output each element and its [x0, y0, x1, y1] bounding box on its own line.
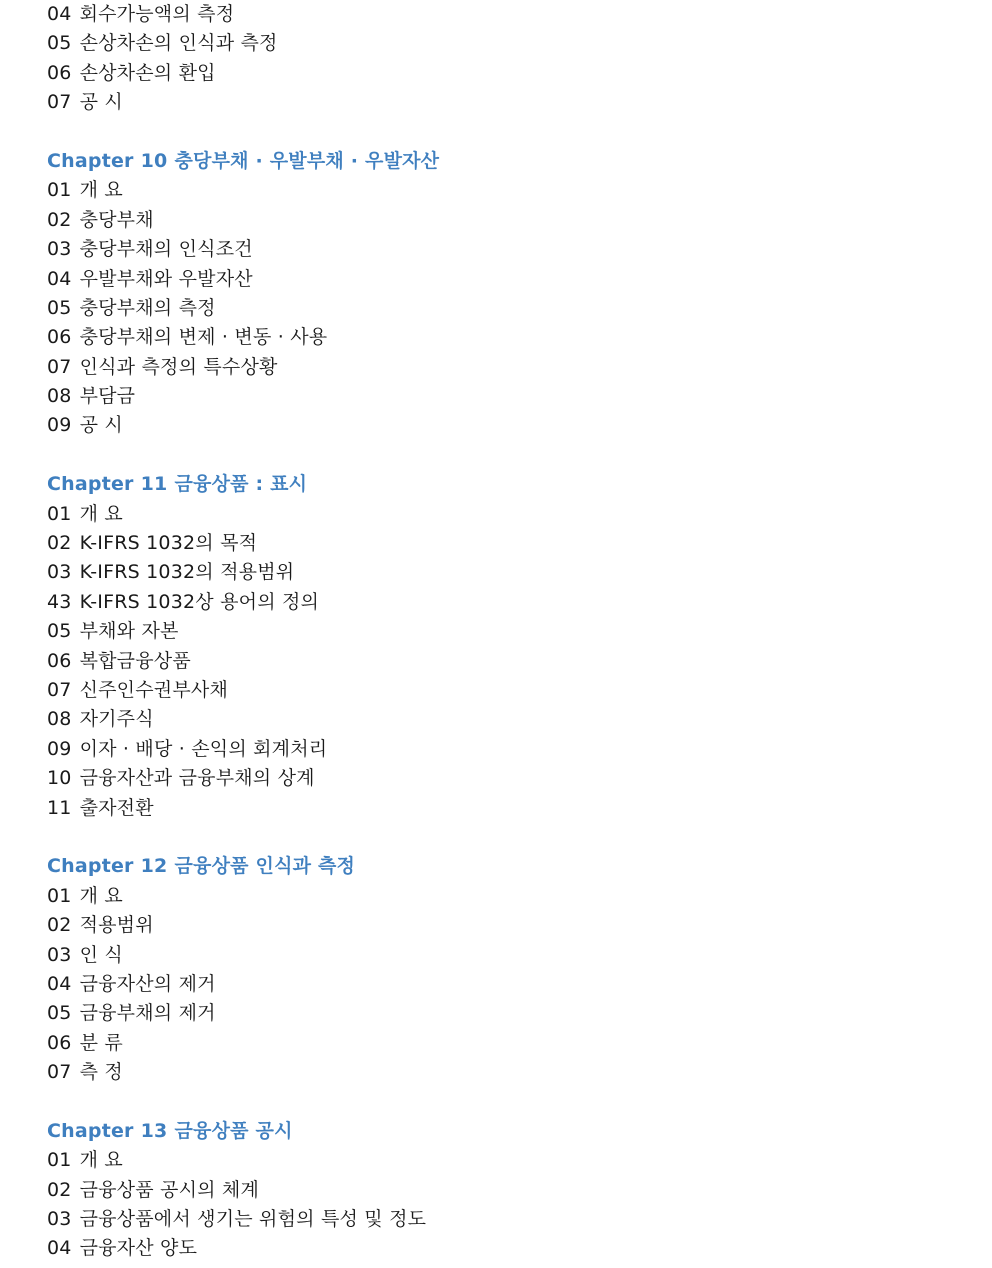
- toc-entry-number: 08: [47, 385, 72, 408]
- toc-entry-title: 복합금융상품: [79, 649, 191, 672]
- toc-entry-number: 03: [47, 943, 72, 966]
- chapter-number: 13: [140, 1119, 168, 1142]
- toc-entry[interactable]: [47, 1058, 947, 1087]
- chapter-number: 12: [140, 855, 168, 878]
- section-spacer: [47, 1087, 947, 1116]
- toc-entry-number: 07: [47, 678, 72, 701]
- toc-entry-title: 적용범위: [79, 914, 154, 937]
- toc-entry-number: 43: [47, 590, 72, 613]
- toc-entry-number: 05: [47, 1002, 72, 1025]
- toc-entry-number: 07: [47, 355, 72, 378]
- toc-entry[interactable]: [47, 88, 947, 117]
- chapter-title: 충당부채 · 우발부채 · 우발자산: [174, 149, 440, 172]
- toc-entry-number: 01: [47, 884, 72, 907]
- toc-entry-title: K-IFRS 1032상 용어의 정의: [79, 590, 320, 613]
- toc-entry[interactable]: [47, 882, 947, 911]
- toc-entry-number: 05: [47, 620, 72, 643]
- toc-entry[interactable]: [47, 970, 947, 999]
- toc-entry-number: 03: [47, 1208, 72, 1231]
- toc-entry[interactable]: [47, 235, 947, 264]
- section-spacer: [47, 118, 947, 147]
- toc-entry[interactable]: [47, 1234, 947, 1263]
- toc-entry-number: 04: [47, 1237, 72, 1260]
- toc-entry-title: 자기주식: [79, 708, 154, 731]
- toc-entry-title: 인식과 측정의 특수상황: [79, 355, 278, 378]
- toc-entry-number: 11: [47, 796, 72, 819]
- chapter-heading[interactable]: [47, 852, 947, 881]
- toc-entry-title: 충당부채의 변제 · 변동 · 사용: [79, 326, 328, 349]
- toc-entry-number: 09: [47, 737, 72, 760]
- toc-entry[interactable]: [47, 500, 947, 529]
- toc-entry-number: 06: [47, 326, 72, 349]
- toc-entry-number: 07: [47, 1061, 72, 1084]
- toc-entry[interactable]: [47, 206, 947, 235]
- toc-entry-title: 측 정: [79, 1061, 123, 1084]
- toc-entry[interactable]: [47, 411, 947, 440]
- toc-entry-number: 03: [47, 238, 72, 261]
- chapter-heading[interactable]: [47, 147, 947, 176]
- toc-entry-title: 개 요: [79, 502, 123, 525]
- toc-entry[interactable]: [47, 794, 947, 823]
- toc-entry[interactable]: [47, 558, 947, 587]
- toc-entry[interactable]: [47, 29, 947, 58]
- chapter-heading[interactable]: [47, 470, 947, 499]
- toc-entry-title: 손상차손의 환입: [79, 61, 216, 84]
- toc-entry[interactable]: [47, 647, 947, 676]
- toc-entry[interactable]: [47, 911, 947, 940]
- toc-entry[interactable]: [47, 1146, 947, 1175]
- toc-entry-title: 금융상품에서 생기는 위험의 특성 및 정도: [79, 1208, 427, 1231]
- toc-entry-number: 04: [47, 3, 72, 25]
- toc-entry-title: 금융자산의 제거: [79, 972, 216, 995]
- toc-entry[interactable]: [47, 735, 947, 764]
- toc-entry-number: 10: [47, 767, 72, 790]
- toc-entry-title: 분 류: [79, 1031, 123, 1054]
- toc-entry-title: 부담금: [79, 385, 136, 408]
- toc-entry[interactable]: [47, 617, 947, 646]
- toc-entry-title: 금융상품 공시의 체계: [79, 1178, 260, 1201]
- toc-entry-title: 개 요: [79, 179, 123, 202]
- chapter-label: Chapter: [47, 473, 134, 496]
- toc-entry-number: 03: [47, 561, 72, 584]
- toc-entry-title: 금융자산과 금융부채의 상계: [79, 767, 315, 790]
- toc-entry[interactable]: [47, 0, 947, 29]
- chapter-label: Chapter: [47, 149, 134, 172]
- toc-entry-title: 인 식: [79, 943, 123, 966]
- toc-entry-number: 01: [47, 179, 72, 202]
- toc-entry[interactable]: [47, 676, 947, 705]
- toc-entry[interactable]: [47, 176, 947, 205]
- toc-entry-title: 금융자산 양도: [79, 1237, 198, 1260]
- chapter-number: 11: [140, 473, 168, 496]
- toc-entry-number: 06: [47, 1031, 72, 1054]
- toc-entry[interactable]: [47, 294, 947, 323]
- toc-entry[interactable]: [47, 1176, 947, 1205]
- toc-entry[interactable]: [47, 1029, 947, 1058]
- toc-entry-number: 08: [47, 708, 72, 731]
- section-spacer: [47, 441, 947, 470]
- toc-entry[interactable]: [47, 764, 947, 793]
- toc-entry-number: 01: [47, 502, 72, 525]
- chapter-title: 금융상품 : 표시: [174, 473, 308, 496]
- chapter-heading[interactable]: [47, 1117, 947, 1146]
- toc-entry-title: 신주인수권부사채: [79, 678, 229, 701]
- toc-entry-number: 02: [47, 914, 72, 937]
- toc-entry-number: 06: [47, 61, 72, 84]
- toc-entry-title: 충당부채의 인식조건: [79, 238, 253, 261]
- toc-entry-number: 04: [47, 972, 72, 995]
- toc-entry-number: 09: [47, 414, 72, 437]
- toc-entry-title: 공 시: [79, 91, 123, 114]
- toc-entry-title: 손상차손의 인식과 측정: [79, 32, 278, 55]
- toc-entry-title: 우발부채와 우발자산: [79, 267, 253, 290]
- toc-entry-number: 04: [47, 267, 72, 290]
- chapter-number: 10: [140, 149, 168, 172]
- toc-entry-title: 개 요: [79, 884, 123, 907]
- toc-entry-number: 02: [47, 1178, 72, 1201]
- toc-entry-title: 금융부채의 제거: [79, 1002, 216, 1025]
- section-spacer: [47, 823, 947, 852]
- toc-entry[interactable]: [47, 941, 947, 970]
- toc-entry-number: 05: [47, 32, 72, 55]
- chapter-label: Chapter: [47, 855, 134, 878]
- toc-entry[interactable]: [47, 59, 947, 88]
- toc-entry-title: 이자 · 배당 · 손익의 회계처리: [79, 737, 328, 760]
- toc-entry[interactable]: [47, 999, 947, 1028]
- toc-entry-title: 충당부채: [79, 208, 154, 231]
- toc-entry-title: K-IFRS 1032의 적용범위: [79, 561, 295, 584]
- toc-entry-number: 07: [47, 91, 72, 114]
- toc-entry[interactable]: [47, 529, 947, 558]
- toc-entry-title: 회수가능액의 측정: [79, 3, 235, 25]
- toc-entry[interactable]: [47, 705, 947, 734]
- toc-entry-number: 06: [47, 649, 72, 672]
- toc-entry[interactable]: [47, 382, 947, 411]
- toc-entry[interactable]: [47, 1205, 947, 1234]
- toc-entry-title: K-IFRS 1032의 목적: [79, 532, 258, 555]
- table-of-contents: [47, 0, 947, 1264]
- toc-entry[interactable]: [47, 323, 947, 352]
- chapter-title: 금융상품 인식과 측정: [174, 855, 356, 878]
- toc-entry-title: 출자전환: [79, 796, 154, 819]
- chapter-title: 금융상품 공시: [174, 1119, 293, 1142]
- toc-entry-title: 개 요: [79, 1149, 123, 1172]
- toc-entry-number: 02: [47, 532, 72, 555]
- toc-entry-number: 01: [47, 1149, 72, 1172]
- toc-entry[interactable]: [47, 588, 947, 617]
- toc-entry-number: 02: [47, 208, 72, 231]
- chapter-label: Chapter: [47, 1119, 134, 1142]
- toc-entry-number: 05: [47, 296, 72, 319]
- toc-entry[interactable]: [47, 265, 947, 294]
- toc-entry-title: 충당부채의 측정: [79, 296, 216, 319]
- toc-entry-title: 공 시: [79, 414, 123, 437]
- toc-entry-title: 부채와 자본: [79, 620, 179, 643]
- toc-entry[interactable]: [47, 353, 947, 382]
